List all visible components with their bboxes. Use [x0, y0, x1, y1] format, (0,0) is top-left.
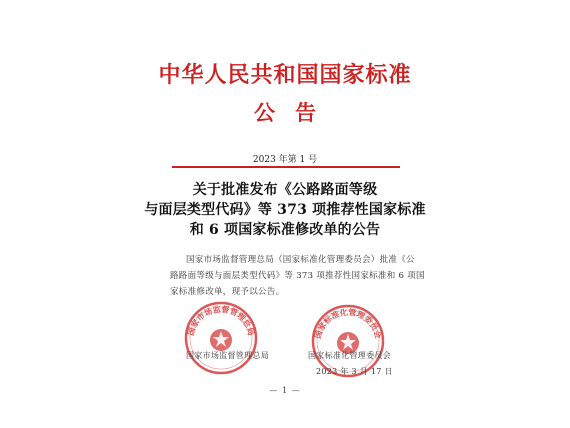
right-organization: 国家标准化管理委员会: [308, 351, 391, 360]
announcement-title-line-3: 和 6 项国家标准修改单的公告: [189, 222, 381, 238]
red-divider-line: [172, 166, 400, 168]
left-seal-text: 国家市场监督管理总局: [186, 304, 256, 337]
header-subtitle: 公告: [254, 100, 336, 125]
announcement-title-line-1: 关于批准发布《公路路面等级: [192, 182, 378, 198]
body-line-2: 路路面等级与面层类型代码》等 373 项推荐性国家标准和 6 项国: [170, 271, 425, 281]
announcement-title-line-2: 与面层类型代码》等 373 项推荐性国家标准: [144, 202, 426, 218]
right-seal-text: 国家标准化管理委员会: [313, 307, 383, 340]
page-number: — 1 —: [269, 386, 301, 395]
header-title: 中华人民共和国国家标准: [158, 62, 412, 88]
left-official-seal: [183, 300, 259, 376]
document-number: 2023 年第 1 号: [252, 155, 318, 165]
body-line-3: 家标准修改单，现予以公告。: [170, 287, 285, 297]
signature-date: 2023 年 3 月 17 日: [316, 367, 393, 376]
left-organization: 国家市场监督管理总局: [186, 351, 269, 360]
body-line-1: 国家市场监督管理总局（国家标准化管理委员会）批准《公: [186, 255, 415, 265]
